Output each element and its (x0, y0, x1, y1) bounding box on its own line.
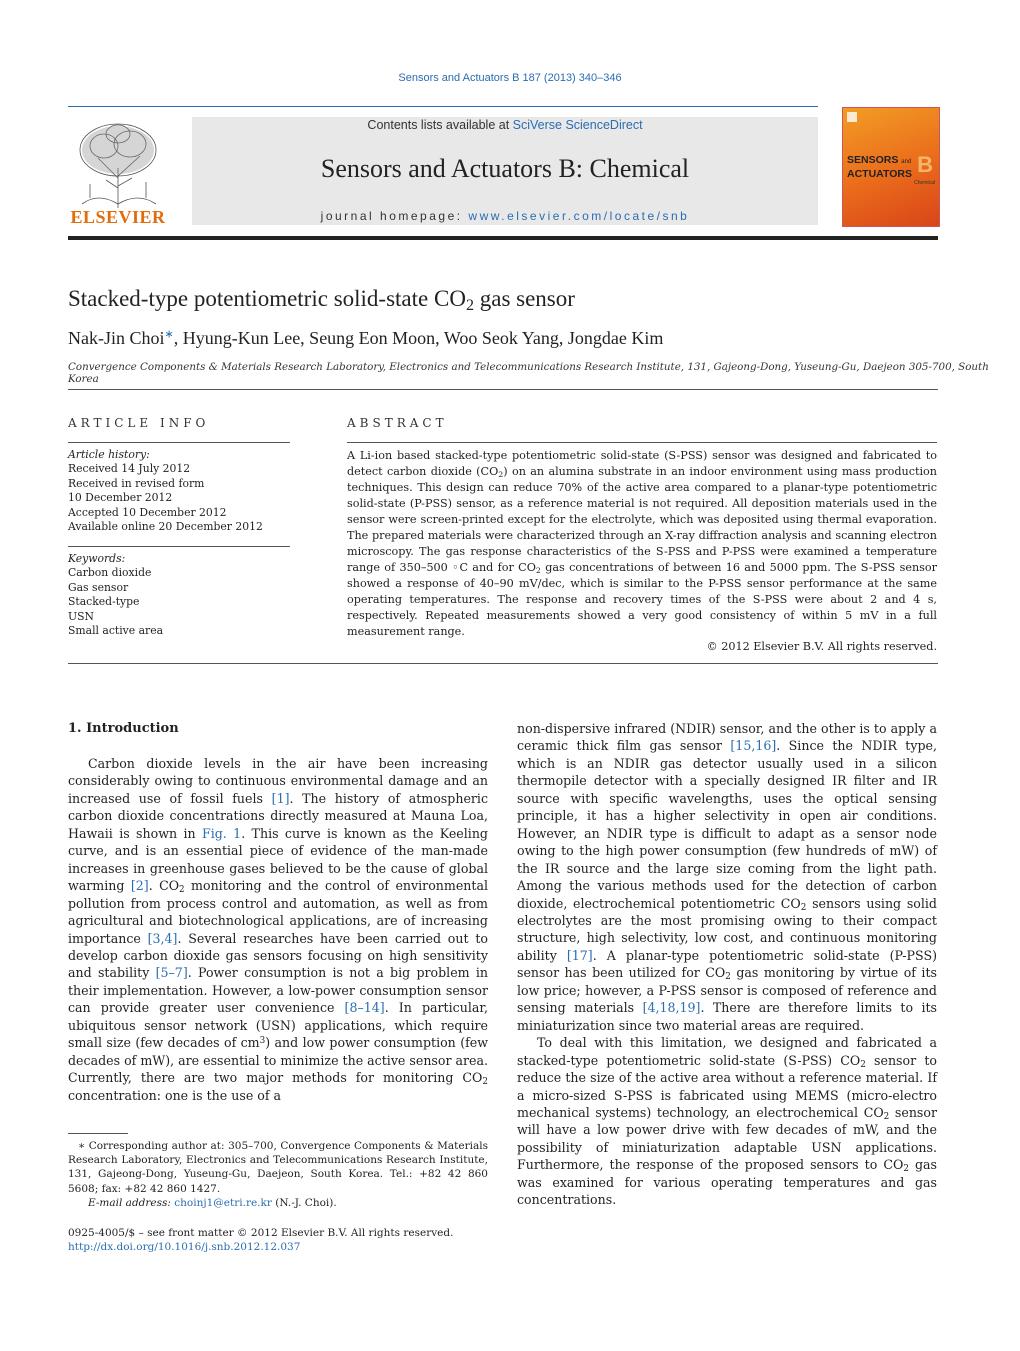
subscript: 2 (535, 565, 541, 575)
subscript: 2 (903, 1164, 909, 1175)
title-text-end: gas sensor (473, 286, 575, 311)
text: sensor to reduce the size of the active area without a reference material. If a micro-sized S-PSS is fabricated using MEMS (micro-electro mechanical systems) technology, an electrochemical CO (517, 1052, 937, 1120)
authors-rest: , Hyung-Kun Lee, Seung Eon Moon, Woo Seok Yang, Jongdae Kim (173, 328, 664, 348)
ref-link[interactable]: [4,18,19] (642, 1000, 701, 1016)
article-title (68, 286, 575, 315)
text: monitoring and the control of environmental pollution from process control and automation, as well as from agricultural and biotechnological applications, are of increasing importance (68, 878, 488, 946)
article-info-heading: ARTICLE INFO (68, 416, 210, 430)
abstract-part: ) on an alumina substrate in an indoor environment using mass production techniques. This design can reduce 70% of the active area compared to a planar-type potentiometric solid-state (P-PSS) sensor, as a reference material is not required. All deposition materials used in the sensor were screen-printed except for the electrolyte, which was deposited using thermal evaporation. The prepared materials were characterized through an X-ray diffraction analysis and scanning electron microscopy. The gas response characteristics of the S-PSS and P-PSS were examined a temperature range of 350–500 ◦C and for CO (347, 465, 937, 574)
text: gas was examined for various operating temperatures and gas concentrations. (517, 1157, 937, 1208)
ref-link[interactable]: [17] (566, 947, 593, 963)
introduction-heading: 1. Introduction (68, 721, 179, 736)
contents-prefix: Contents lists available at (367, 118, 513, 132)
text: . This curve is known as the Keeling curve, and is an essential piece of evidence of the man-made increases in greenhouse gases believed to be the cause of global warming (68, 825, 488, 894)
elsevier-wordmark: ELSEVIER (70, 207, 166, 227)
subscript: 2 (498, 469, 504, 479)
info-rule-1 (68, 442, 290, 443)
text: . Several researches have been carried out to develop carbon dioxide gas sensors focusing on high sensitivity and stability (68, 930, 488, 981)
text: . Power consumption is not a big problem in their implementation. However, a low-power consumption sensor can provide greater user convenience (68, 965, 488, 1016)
title-subscript: 2 (465, 297, 474, 315)
text: ) and low power consumption (few decades of mW), are essential to minimize the active sensor area. Currently, there are two major methods for monitoring CO (68, 1035, 488, 1086)
journal-cover-image[interactable] (842, 107, 940, 227)
abstract-copyright: © 2012 Elsevier B.V. All rights reserved. (706, 640, 937, 653)
footnote-mark: ∗ (78, 1140, 86, 1152)
ref-link[interactable]: [8–14] (344, 1000, 385, 1016)
text: . A planar-type potentiometric solid-state (P-PSS) sensor has been utilized for CO (517, 947, 937, 981)
ref-link[interactable]: [15,16] (730, 738, 777, 754)
subscript: 2 (860, 1059, 866, 1070)
article-history (68, 448, 290, 534)
author-list (68, 328, 663, 349)
intro-paragraph (68, 755, 488, 1104)
history-item: Accepted 10 December 2012 (68, 505, 227, 519)
keyword: Gas sensor (68, 580, 129, 594)
elsevier-logo[interactable] (68, 118, 168, 228)
footnote-rule (68, 1133, 128, 1134)
journal-citation[interactable]: Sensors and Actuators B 187 (2013) 340–346 (398, 72, 622, 84)
text: . In particular, ubiquitous sensor network (USN) applications, which require small size (few decades of cm (68, 1000, 488, 1051)
text: sensor will have a low power drive with few decades of mW, and the possibility of miniaturization adaptable USN applications. Furthermore, the response of the proposed sensors to CO (517, 1104, 937, 1173)
history-item: Available online 20 December 2012 (68, 520, 263, 534)
abstract-bottom-rule (68, 663, 938, 664)
journal-homepage (192, 209, 818, 223)
header-rule (68, 106, 818, 107)
ref-link[interactable]: [2] (130, 878, 149, 894)
info-rule-2 (68, 546, 290, 547)
keywords-label: Keywords: (68, 552, 126, 565)
text: Carbon dioxide levels in the air have been increasing considerably owing to continuous environmental damage and an increased use of fossil fuels (68, 756, 488, 806)
affiliation: Convergence Components & Materials Research Laboratory, Electronics and Telecommunications Research Institute, 131, Gajeong-Dong, Yuseung-Gu, Daejeon 305-700, South Korea (68, 361, 989, 385)
footnote-email (68, 1196, 488, 1210)
cover-emblem-icon (847, 112, 857, 122)
subscript: 2 (800, 902, 807, 913)
email-link[interactable]: choinj1@etri.re.kr (174, 1196, 272, 1209)
text: non-dispersive infrared (NDIR) sensor, and the other is to apply a ceramic thick film gas sensor (517, 721, 937, 754)
contents-line (192, 118, 818, 132)
homepage-link[interactable]: www.elsevier.com/locate/snb (468, 209, 690, 223)
footnote-body: Corresponding author at: 305–700, Convergence Components & Materials Research Laboratory, Electronics and Telecommunications Research Institute, 131, Gajeong-Dong, Yuseung-Gu, Daejeon, South Korea. Tel.: +82 42 860 5608; fax: +82 42 860 1427. (68, 1140, 488, 1195)
text: sensors using solid electrolytes are the most promising owing to their compact structure, high selectivity, low cost, and continuous monitoring ability (517, 895, 937, 963)
footnote-text (68, 1139, 488, 1196)
journal-title: Sensors and Actuators B: Chemical (320, 154, 690, 183)
superscript: 3 (259, 1036, 266, 1047)
corresponding-author-footnote (68, 1139, 488, 1210)
subscript: 2 (883, 1112, 890, 1123)
cover-line1: SENSORS (847, 154, 899, 166)
text: . There are therefore limits to its miniaturization since two material areas are required. (517, 1000, 937, 1033)
intro-right-column (517, 720, 937, 1209)
sciencedirect-link[interactable]: SciVerse ScienceDirect (512, 118, 643, 132)
doi-link[interactable]: http://dx.doi.org/10.1016/j.snb.2012.12.037 (68, 1241, 301, 1254)
email-label: E-mail address: (88, 1196, 175, 1209)
text: gas monitoring by virtue of its low price; however, a P-PSS sensor is composed of reference and sensing materials (517, 965, 937, 1016)
author-first: Nak-Jin Choi (68, 328, 165, 348)
history-item: Received in revised form (68, 476, 205, 490)
intro-left-column (68, 755, 488, 1104)
issn-line: 0925-4005/$ – see front matter © 2012 Elsevier B.V. All rights reserved. (68, 1227, 454, 1239)
text: . Since the NDIR type, which is an NDIR gas detector usually used in a silicon thermopile detector with a specially designed IR filter and IR source with specific wavelengths, uses the optical sensing principle, it has a higher selectivity in open air conditions. However, an NDIR type is difficult to adapt as a sensor node owing to the high power consumption (few hundreds of mW) of the IR source and the large size coming from the light path. Among the various methods used for the detection of carbon dioxide, electrochemical potentiometric CO (517, 738, 938, 911)
history-label: Article history: (68, 448, 150, 461)
keywords (68, 552, 290, 638)
cover-letter: B (917, 152, 933, 177)
intro-paragraph (517, 1034, 937, 1209)
text: . CO (148, 878, 180, 894)
ref-link[interactable]: [3,4] (147, 930, 178, 946)
keyword: USN (68, 609, 94, 623)
abstract-part: A Li-ion based stacked-type potentiometric solid-state (S-PSS) sensor was designed and fabricated to detect carbon dioxide (CO (347, 449, 937, 478)
ref-link[interactable]: [1] (271, 790, 290, 806)
intro-paragraph (517, 720, 937, 1034)
history-item: 10 December 2012 (68, 491, 173, 505)
abstract-heading: ABSTRACT (347, 416, 448, 430)
text: To deal with this limitation, we designed and fabricated a stacked-type potentiometric solid-state (S-PSS) CO (517, 1035, 937, 1068)
corresponding-author-mark[interactable]: ∗ (164, 328, 174, 341)
text: . The history of atmospheric carbon dioxide concentrations directly measured at Mauna Loa, Hawaii is shown in (68, 790, 488, 841)
keyword: Carbon dioxide (68, 566, 152, 580)
subscript: 2 (725, 972, 731, 983)
history-item: Received 14 July 2012 (68, 462, 191, 476)
cover-sub: Chemical (914, 180, 935, 186)
cover-title (847, 154, 912, 180)
abstract-text (347, 448, 937, 640)
text: concentration: one is the use of a (68, 1087, 282, 1103)
journal-banner (192, 117, 818, 225)
ref-link[interactable]: [5–7] (155, 965, 188, 981)
elsevier-tree-icon (68, 118, 168, 210)
homepage-prefix: journal homepage: (320, 209, 469, 223)
affiliation-rule (68, 389, 938, 390)
figure-link[interactable]: Fig. 1 (201, 825, 242, 841)
front-matter (68, 1226, 453, 1255)
email-owner: (N.-J. Choi). (271, 1196, 337, 1209)
subscript: 2 (179, 885, 185, 896)
abstract-rule (347, 442, 937, 443)
keyword: Stacked-type (68, 595, 140, 609)
title-text: Stacked-type potentiometric solid-state CO (68, 286, 466, 311)
cover-line2: ACTUATORS (847, 168, 912, 180)
cover-and: and (901, 159, 912, 165)
abstract-part: gas concentrations of between 16 and 5000 ppm. The S-PSS sensor showed a response of 40–90 mV/dec, which is similar to the P-PSS sensor performance at the same operating temperatures. The response and recovery times of the S-PSS were about 2 and 4 s, respectively. Repeated measurements showed a very good consistency of within 5 mV in a full measurement range. (347, 561, 938, 638)
header-thick-rule (68, 236, 938, 240)
subscript: 2 (482, 1077, 488, 1088)
keyword: Small active area (68, 624, 164, 638)
